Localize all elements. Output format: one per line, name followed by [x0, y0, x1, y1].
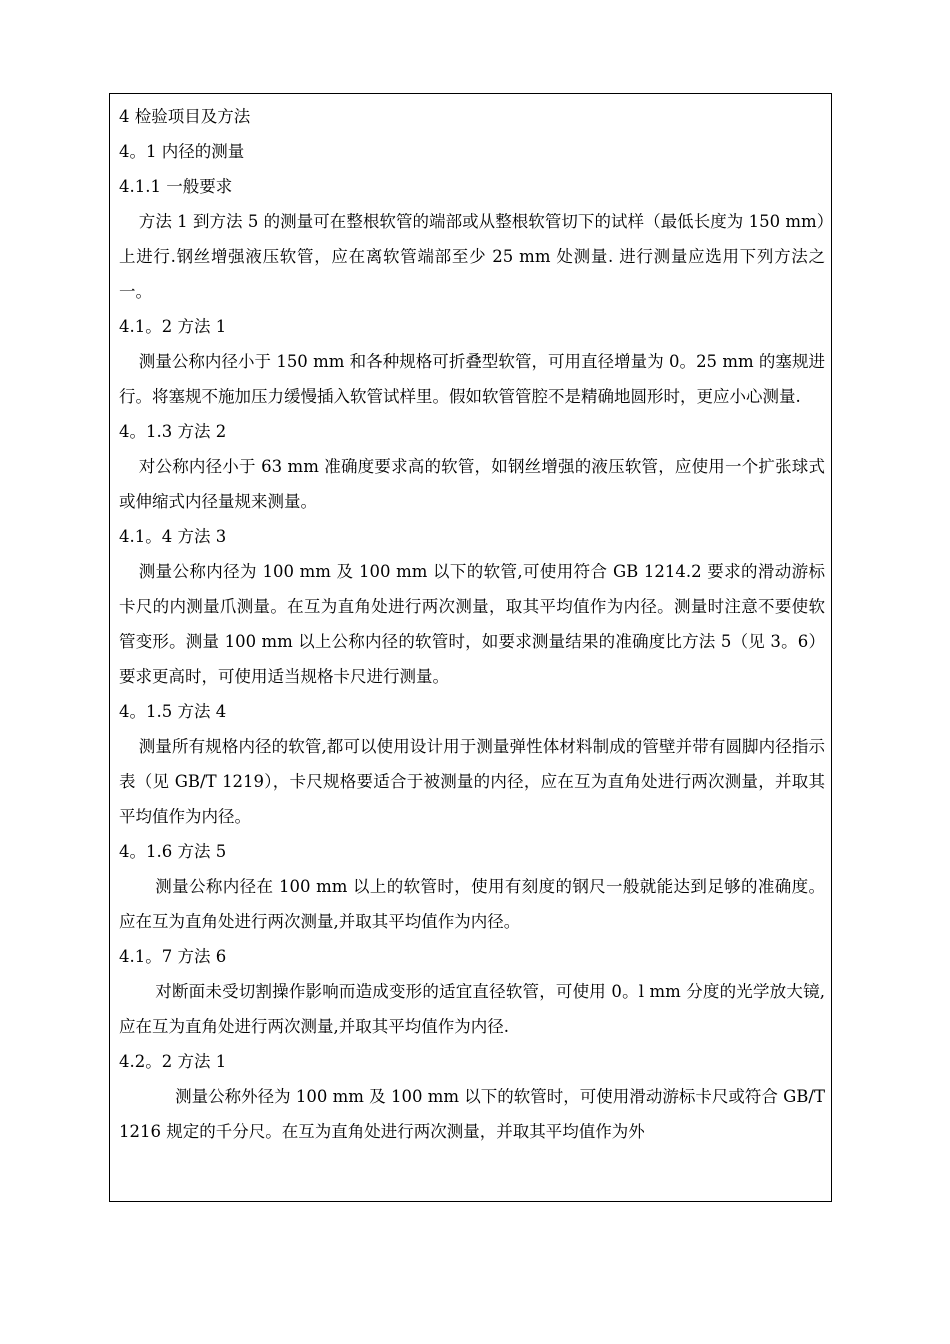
clause-text-4-1-5: 测量所有规格内径的软管,都可以使用设计用于测量弹性体材料制成的管壁并带有圆脚内径指示表（见 GB/T 1219），卡尺规格要适合于被测量的内径，应在互为直角处进行两次测量，并取其平均值作为内径。 [119, 737, 825, 826]
clause-heading-4-1-2: 4.1。2 方法 1 [119, 317, 227, 336]
clause-heading-4-1-3: 4。1.3 方法 2 [119, 422, 227, 441]
document-content [119, 99, 825, 1149]
clause-heading-4-1-5: 4。1.5 方法 4 [119, 702, 227, 721]
clause-heading-4-1-1: 4.1.1 一般要求 [119, 177, 233, 196]
clause-heading-4-1-7: 4.1。7 方法 6 [119, 947, 227, 966]
clause-heading-4-1-4: 4.1。4 方法 3 [119, 527, 227, 546]
clause-text-4-1-2: 测量公称内径小于 150 mm 和各种规格可折叠型软管，可用直径增量为 0。25 mm 的塞规进行。将塞规不施加压力缓慢插入软管试样里。假如软管管腔不是精确地圆形时，更应小心测量. [119, 352, 825, 406]
section-heading: 4 检验项目及方法 [119, 107, 251, 126]
clause-heading-4-1-6: 4。1.6 方法 5 [119, 842, 227, 861]
subsection-heading: 4。1 内径的测量 [119, 142, 245, 161]
clause-text-4-1-7: 对断面未受切割操作影响而造成变形的适宜直径软管，可使用 0。l mm 分度的光学放大镜,应在互为直角处进行两次测量,并取其平均值作为内径. [119, 982, 825, 1036]
clause-text-4-1-4: 测量公称内径为 100 mm 及 100 mm 以下的软管,可使用符合 GB 1214.2 要求的滑动游标卡尺的内测量爪测量。在互为直角处进行两次测量，取其平均值作为内径。测量时注意不要使软管变形。测量 100 mm 以上公称内径的软管时，如要求测量结果的准确度比方法 5（见 3。6）要求更高时，可使用适当规格卡尺进行测量。 [119, 562, 825, 686]
clause-text-4-1-3: 对公称内径小于 63 mm 准确度要求高的软管，如钢丝增强的液压软管，应使用一个扩张球式或伸缩式内径量规来测量。 [119, 457, 825, 511]
clause-text-4-2-2: 测量公称外径为 100 mm 及 100 mm 以下的软管时，可使用滑动游标卡尺或符合 GB/T 1216 规定的千分尺。在互为直角处进行两次测量，并取其平均值作为外 [119, 1087, 825, 1141]
clause-text-4-1-1: 方法 1 到方法 5 的测量可在整根软管的端部或从整根软管切下的试样（最低长度为 150 mm）上进行.钢丝增强液压软管，应在离软管端部至少 25 mm 处测量. 进行测量应选用下列方法之一。 [119, 212, 825, 301]
clause-heading-4-2-2: 4.2。2 方法 1 [119, 1052, 227, 1071]
clause-text-4-1-6: 测量公称内径在 100 mm 以上的软管时，使用有刻度的钢尺一般就能达到足够的准确度。应在互为直角处进行两次测量,并取其平均值作为内径。 [119, 877, 825, 931]
document-frame [109, 93, 832, 1202]
